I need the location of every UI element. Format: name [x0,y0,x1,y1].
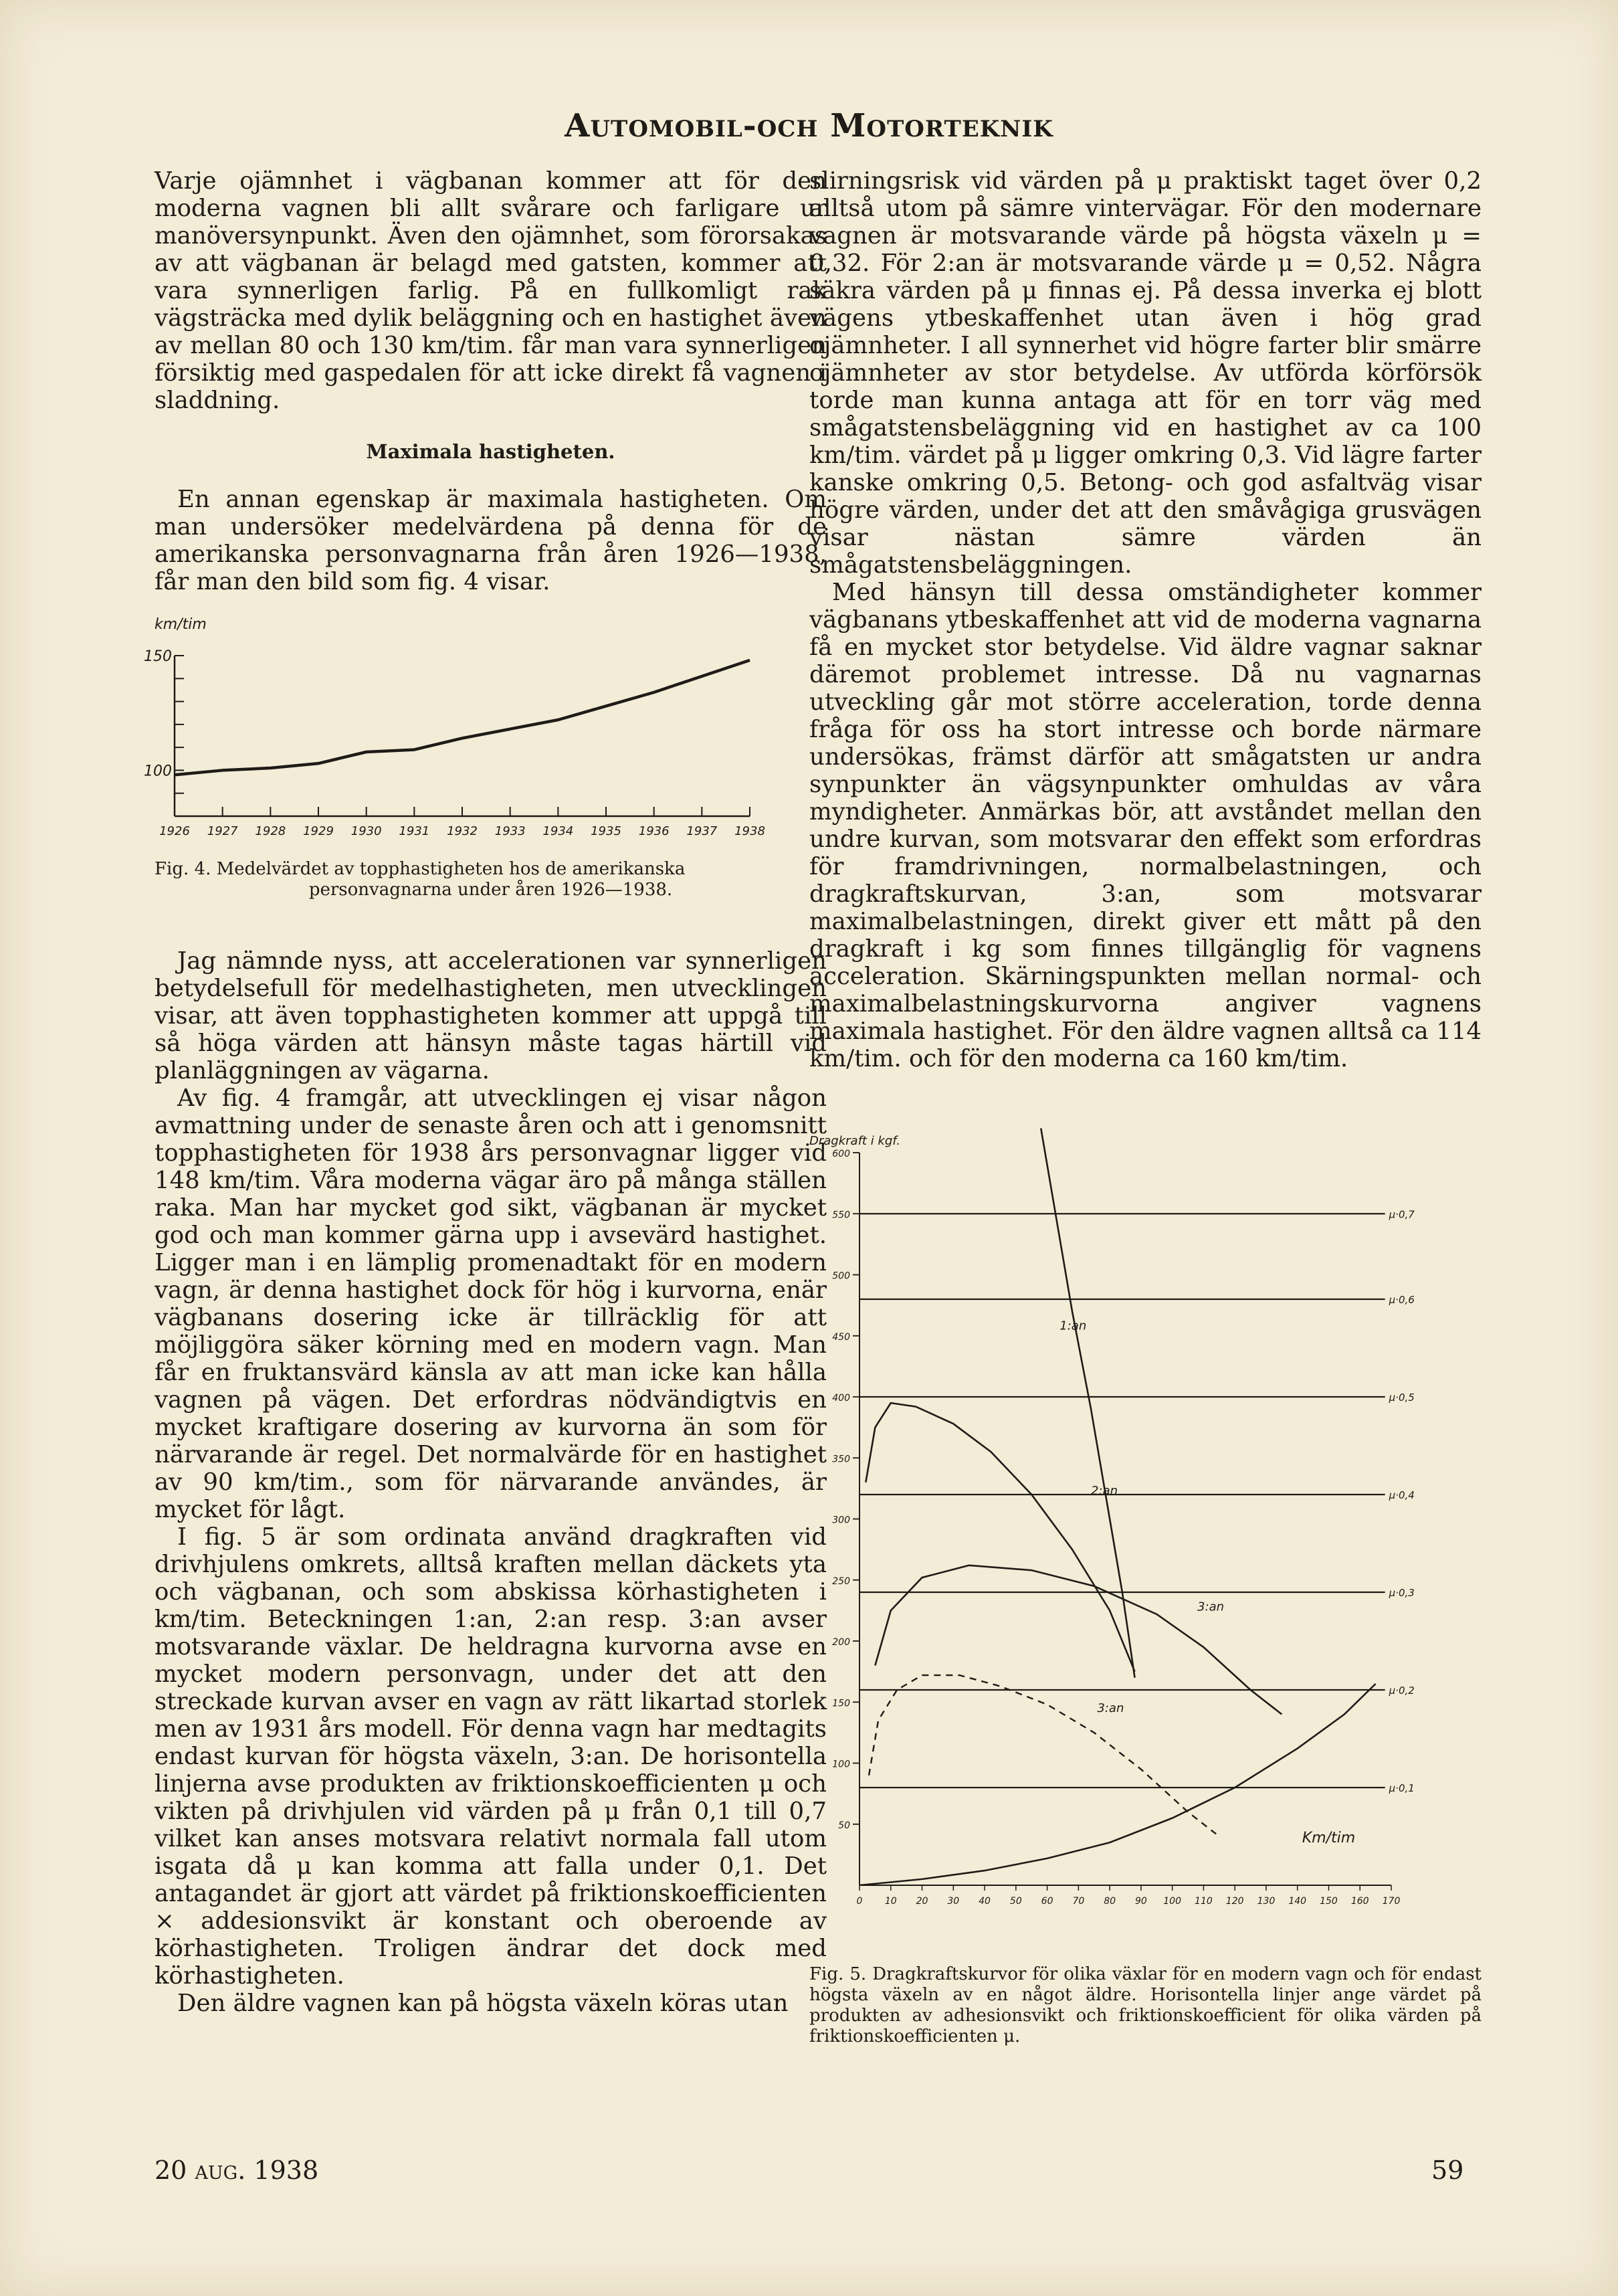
fig5-x-tick-label: 170 [1382,1896,1401,1907]
fig4-x-tick-label: 1929 [303,824,334,838]
fig5-x-tick-label: 80 [1104,1896,1116,1907]
figure-5 [809,1126,1482,2047]
fig5-curve-gear3 [875,1565,1282,1715]
fig5-x-tick-label: 50 [1009,1896,1022,1907]
fig5-x-tick-label: 110 [1195,1896,1213,1907]
footer-date: 20 aug. 1938 [155,2156,319,2185]
fig5-y-tick-label: 300 [832,1515,850,1526]
fig5-x-tick-label: 120 [1225,1896,1244,1907]
fig5-y-tick-label: 450 [832,1331,850,1343]
fig4-x-tick-label: 1933 [494,824,526,838]
fig4-x-tick-label: 1928 [255,824,286,838]
right-paragraph-2: Med hänsyn till dessa omständigheter kommer vägbanans ytbeskaffenhet att vid de moderna vagnarna få en mycket stor betydelse. Vid äldre vagnar saknar däremot problemet intresse. Då nu vagnarnas utveckling går mot större acceleration, torde denna fråga för oss ha stort intresse och borde närmare undersökas, främst därför att smågatsten ur andra synpunkter än vägsynpunkter omhuldas av våra myndigheter. Anmärkas bör, att avståndet mellan den undre kurvan, som motsvarar den effekt som erfordras för framdrivningen, normalbelastningen, och dragkraftskurvan, 3:an, som motsvarar maximalbelastningen, direkt giver ett mått på den dragkraft i kg som finnes tillgänglig för vagnens acceleration. Skärningspunkten mellan normal- och maximalbelastningskurvorna angiver vagnens maximala hastighet. För den äldre vagnen alltså ca 114 km/tim. och för den moderna ca 160 km/tim. [809,579,1482,1072]
fig4-y-tick-label: 150 [144,648,172,665]
right-paragraph-1: slirningsrisk vid värden på μ praktiskt taget över 0,2 alltså utom på sämre vintervägar. För den modernare vagnen är motsvarande värde på högsta växeln μ = 0,32. För 2:an är motsvarande värde μ = 0,52. Några säkra värden på μ finnas ej. På dessa inverka ej blott vägens ytbeskaffenhet utan även i hög grad ojämnheter. I all synnerhet vid högre farter blir smärre ojämnheter av stor betydelse. Av utförda körförsök torde man kunna antaga att för en torr väg med smågatstensbeläggning vid en hastighet av ca 100 km/tim. värdet på μ ligger omkring 0,3. Vid lägre farter kanske omkring 0,5. Betong- och god asfaltväg visar högre värden, under det att den småvågiga grusvägen visar nästan sämre värden än smågatstensbeläggningen. [809,167,1482,579]
fig5-x-tick-label: 40 [979,1896,991,1907]
left-paragraph-5: I fig. 5 är som ordinata använd dragkraften vid drivhjulens omkrets, alltså kraften mellan däckets yta och vägbanan, och som abskissa körhastigheten i km/tim. Beteckningen 1:an, 2:an resp. 3:an avser motsvarande växlar. De heldragna kurvorna avse en mycket modern personvagn, under det att den streckade kurvan avser en vagn av rätt likartad storlek men av 1931 års modell. För denna vagn har medtagits endast kurvan för högsta växeln, 3:an. De horisontella linjerna avse produkten av friktionskoefficienten μ och vikten på drivhjulen vid värden på μ från 0,1 till 0,7 vilket kan anses motsvara relativt normala fall utom isgata då μ kan komma att falla under 0,1. Det antagandet är gjort att värdet på friktionskoefficienten × addesionsvikt är konstant och oberoende av körhastigheten. Troligen ändrar det dock med körhastigheten. [155,1523,827,1990]
fig5-curve-gear2 [866,1403,1134,1672]
fig5-x-tick-label: 20 [916,1896,928,1907]
fig4-x-tick-label: 1937 [686,824,718,838]
fig5-y-tick-label: 600 [832,1149,850,1159]
fig4-x-tick-label: 1926 [159,824,190,838]
fig5-caption: Fig. 5. Dragkraftskurvor för olika växlar för en modern vagn och för endast högsta växeln av en något äldre. Horisontella linjer ange värdet på produkten av adhesionsvikt och friktionskoefficient för olika värden på friktionskoefficienten μ. [809,1964,1482,2046]
fig4-caption-line-1: Fig. 4. Medelvärdet av topphastigheten hos de amerikanska [155,859,686,879]
fig5-mu-label: μ·0,5 [1389,1392,1415,1404]
figure-4 [144,615,827,900]
fig5-x-tick-label: 10 [884,1896,897,1907]
fig4-x-tick-label: 1927 [207,824,238,838]
fig5-chart [809,1126,1482,1949]
left-paragraph-6: Den äldre vagnen kan på högsta växeln köras utan [177,1990,789,2017]
fig5-label-gear3: 3:an [1197,1600,1225,1614]
fig5-x-axis-label: Km/tim [1302,1830,1356,1847]
section-heading-max-speed: Maximala hastigheten. [366,440,615,463]
fig5-mu-label: μ·0,2 [1389,1685,1415,1697]
fig4-x-tick-label: 1930 [350,824,382,838]
fig5-y-axis-label: Dragkraft i kgf. [809,1134,901,1148]
fig4-y-axis-label: km/tim [155,616,207,633]
left-paragraph-4: Av fig. 4 framgår, att utvecklingen ej visar någon avmattning under de senaste åren och att i genomsnitt topphastigheten för 1938 års personvagnar ligger vid 148 km/tim. Våra moderna vägar äro på många ställen raka. Man har mycket god sikt, vägbanan är mycket god och man kommer gärna upp i avsevärd hastighet. Ligger man i en lämplig promenadtakt för en modern vagn, är denna hastighet dock för hög i kurvorna, enär vägbanans dosering icke är tillräcklig för att möjliggöra säker körning med en modern vagn. Man får en fruktansvärd känsla av att man icke kan hålla vagnen på vägen. Det erfordras nödvändigtvis en mycket kraftigare dosering av kurvorna än som för närvarande är regel. Det normalvärde för en hastighet av 90 km/tim., som för närvarande användes, är mycket för lågt. [155,1084,827,1523]
fig5-x-tick-label: 60 [1041,1896,1053,1907]
fig5-y-tick-label: 350 [832,1454,850,1465]
fig5-mu-label: μ·0,6 [1389,1294,1415,1306]
fig5-mu-label: μ·0,1 [1389,1782,1415,1794]
fig4-x-tick-label: 1934 [542,824,574,838]
left-paragraph-2: En annan egenskap är maximala hastigheten. Om man undersöker medelvärdena på denna för de amerikanska personvagnarna från åren 1926—1938, får man den bild som fig. 4 visar. [155,486,827,595]
fig5-x-tick-label: 100 [1163,1896,1182,1907]
fig5-x-tick-label: 30 [947,1896,960,1907]
fig5-label-gear2: 2:an [1091,1484,1118,1498]
fig4-x-tick-label: 1935 [591,824,621,838]
right-column [809,167,1482,2047]
fig4-caption-line-2: personvagnarna under åren 1926—1938. [308,880,673,900]
fig4-y-tick-label: 100 [144,763,172,780]
fig5-x-tick-label: 140 [1288,1896,1307,1907]
fig5-curve-gear1 [1041,1129,1134,1678]
left-paragraph-3: Jag nämnde nyss, att accelerationen var synnerligen betydelsefull för medelhastigheten, men utvecklingen visar, att även topphastigheten kommer att uppgå till så höga värden att hänsyn måste tagas härtill vid planläggningen av vägarna. [155,947,827,1084]
left-column [144,167,827,2017]
fig5-label-gear3-old: 3:an [1097,1701,1124,1715]
fig5-y-tick-label: 550 [832,1210,850,1221]
fig5-mu-label: μ·0,7 [1389,1208,1415,1221]
fig5-x-tick-label: 90 [1134,1896,1147,1907]
fig5-y-tick-label: 50 [838,1820,850,1831]
fig4-speed-line [175,660,750,775]
fig5-x-tick-label: 150 [1320,1896,1338,1907]
fig5-mu-label: μ·0,4 [1389,1489,1415,1501]
fig4-chart [144,615,783,853]
fig5-y-tick-label: 400 [832,1393,850,1404]
left-paragraph-1: Varje ojämnhet i vägbanan kommer att för den moderna vagnen bli allt svårare och farligare ur manöversynpunkt. Även den ojämnhet, som förorsakas av att vägbanan är belagd med gatsten, kommer att vara synnerligen farlig. På en fullkomligt rak vägsträcka med dylik beläggning och en hastighet även av mellan 80 och 130 km/tim. får man vara synnerligen försiktig med gaspedalen för att icke direkt få vagnen i sladdning. [155,167,827,414]
fig5-x-tick-label: 70 [1072,1896,1085,1907]
fig4-x-tick-label: 1936 [638,824,670,838]
fig5-label-gear1: 1:an [1059,1319,1087,1333]
fig5-curve-gear3-old [869,1675,1216,1834]
fig5-y-tick-label: 100 [832,1759,850,1770]
fig5-mu-label: μ·0,3 [1389,1587,1415,1599]
fig5-y-tick-label: 500 [832,1270,850,1282]
fig5-x-tick-label: 160 [1350,1896,1369,1907]
page-header-title: Automobil-och Motorteknik [565,107,1053,145]
fig5-x-tick-label: 130 [1257,1896,1276,1907]
fig4-x-tick-label: 1931 [399,824,430,838]
fig5-x-tick-label: 0 [856,1896,863,1907]
fig5-y-tick-label: 250 [832,1575,850,1587]
fig5-y-tick-label: 200 [832,1637,850,1648]
fig4-x-tick-label: 1932 [447,824,478,838]
footer-page-number: 59 [1431,2156,1464,2185]
fig5-y-tick-label: 150 [832,1698,850,1709]
fig4-x-tick-label: 1938 [734,824,765,838]
